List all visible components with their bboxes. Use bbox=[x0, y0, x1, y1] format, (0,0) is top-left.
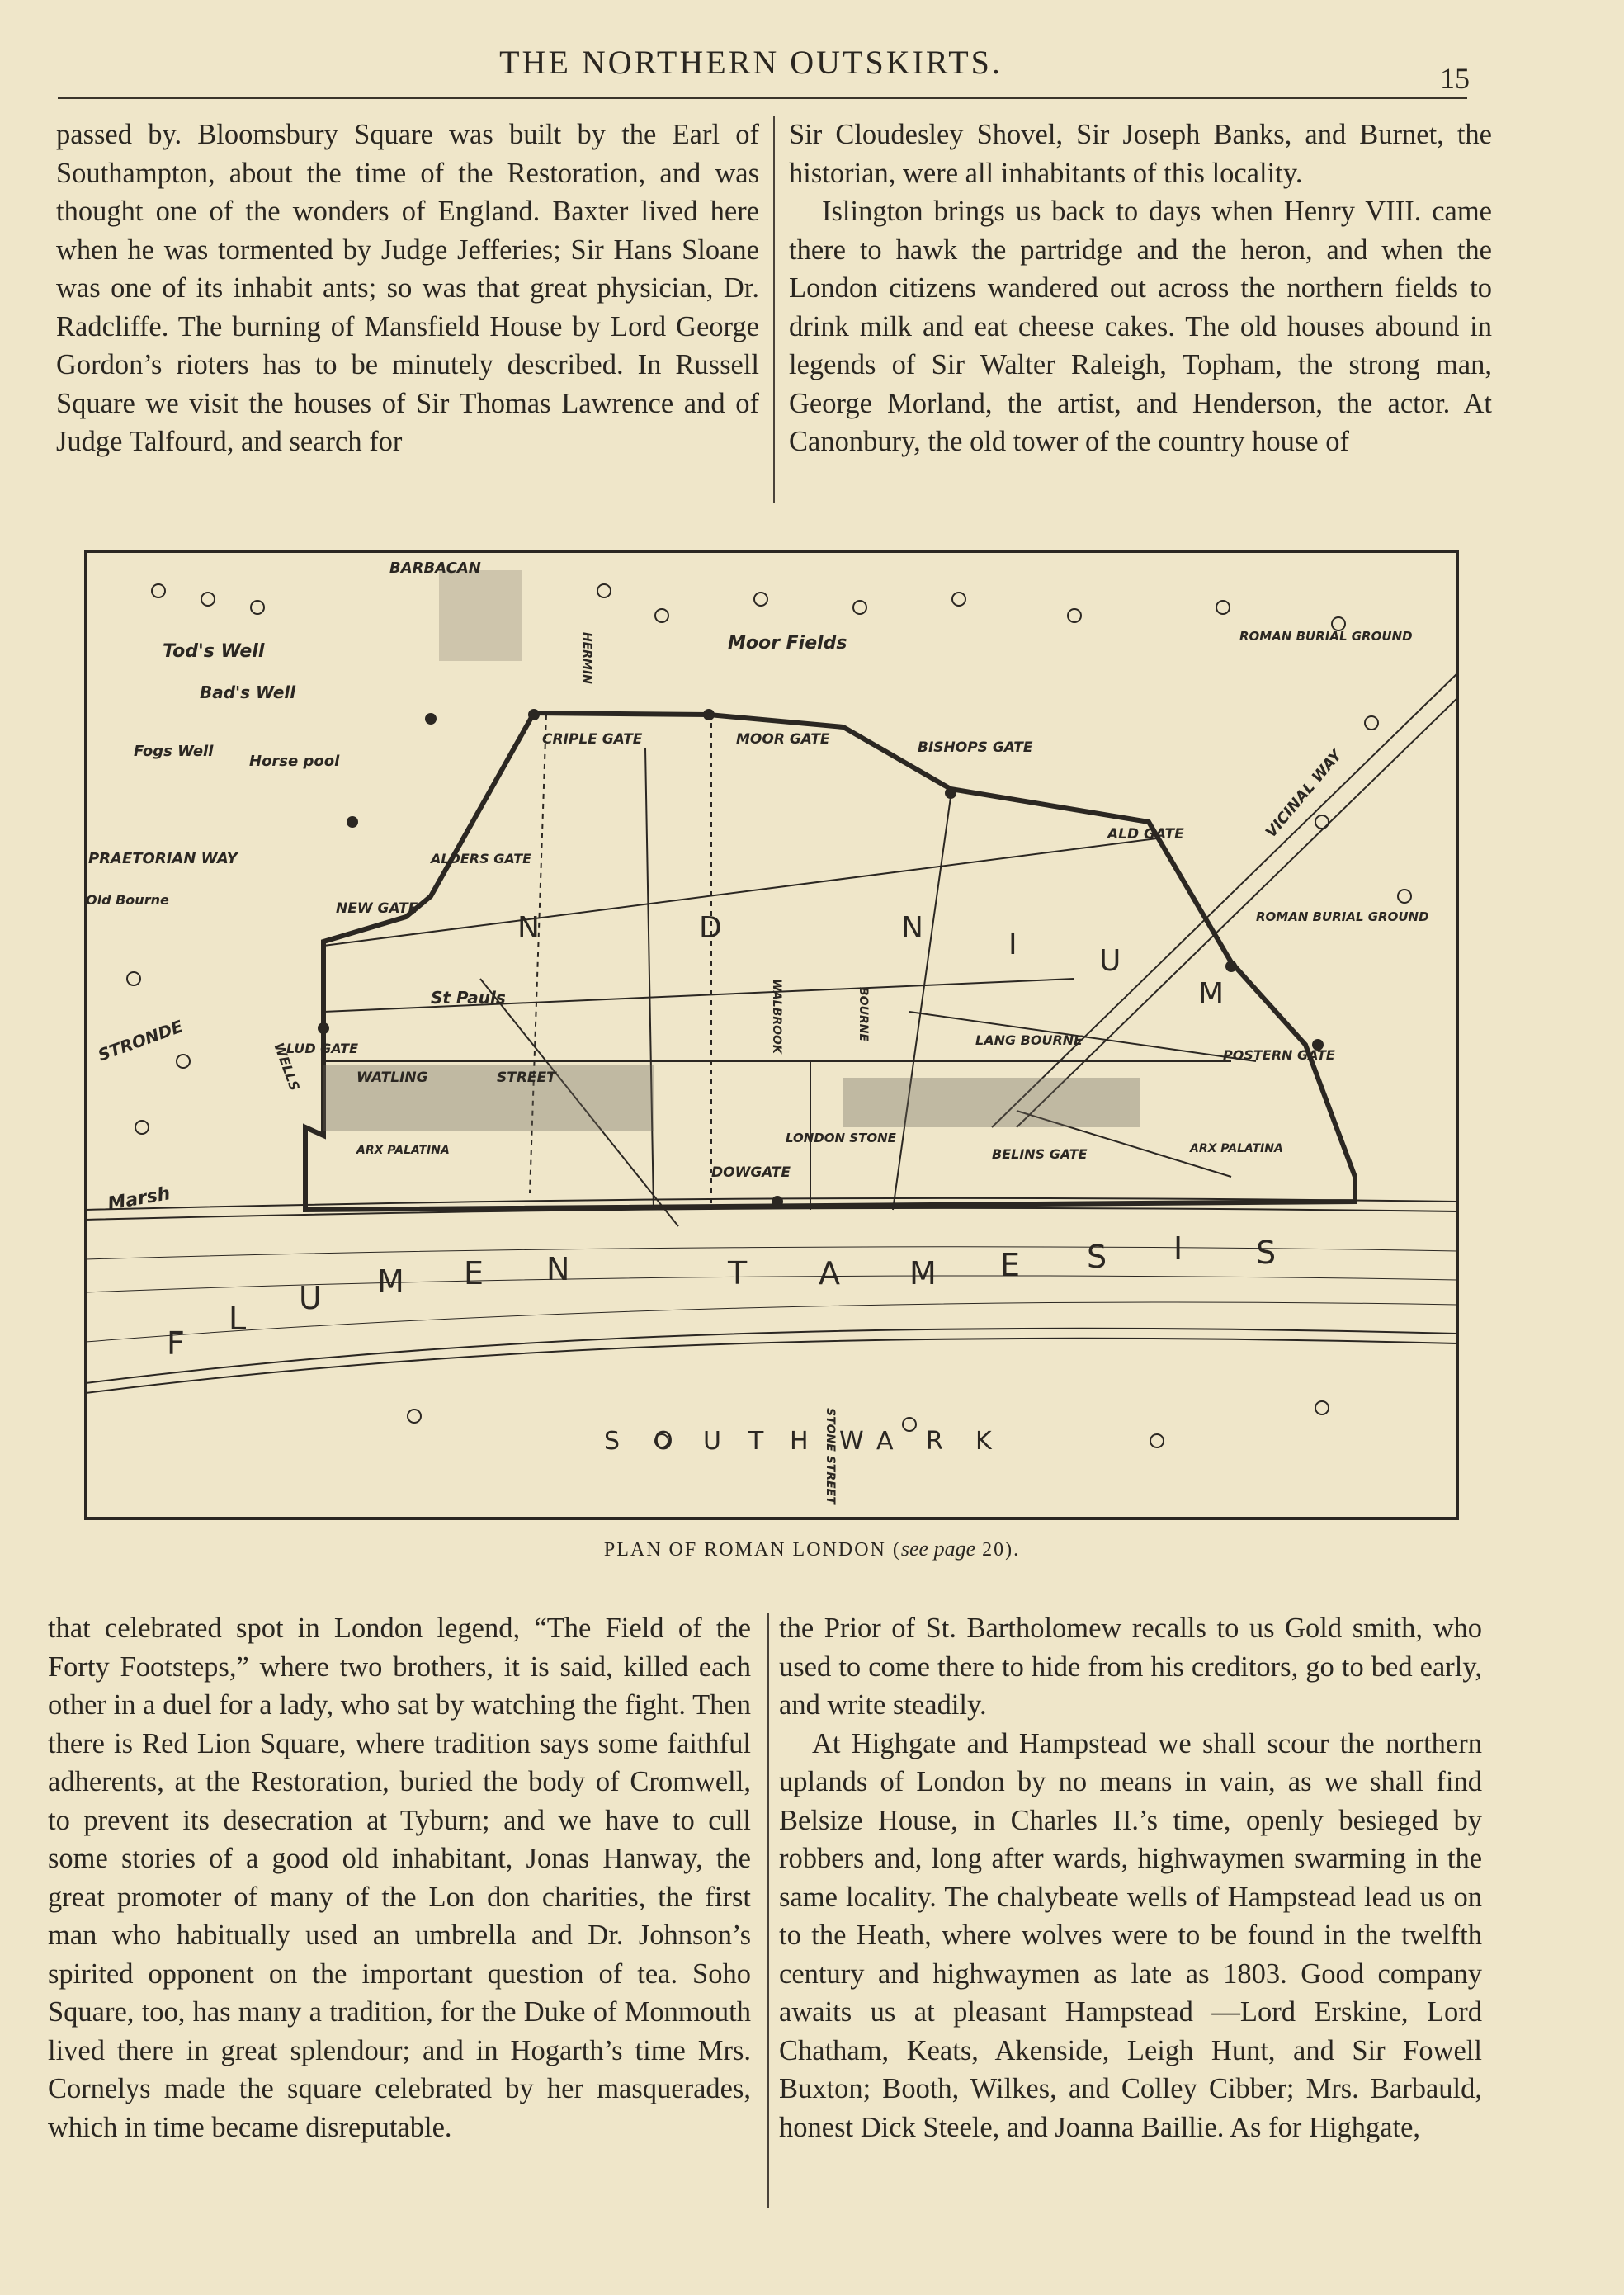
paragraph bbox=[56, 116, 759, 461]
text-line: of the Forty Footsteps,” where two brothers, it is bbox=[48, 1613, 751, 1683]
top-right-column bbox=[789, 116, 1492, 461]
label-criple-gate: CRIPLE GATE bbox=[542, 731, 643, 748]
text-line: masquerades, which in time became disreputable. bbox=[48, 2073, 751, 2143]
label-langbourne: LANG BOURNE bbox=[975, 1032, 1083, 1048]
label-old-bourne: Old Bourne bbox=[86, 892, 169, 908]
text-line: of Southampton, about the time of the Restoration, bbox=[56, 119, 759, 189]
label-bads-well: Bad's Well bbox=[200, 682, 296, 702]
bottom-right-column bbox=[779, 1609, 1482, 2146]
label-street: STREET bbox=[497, 1070, 556, 1086]
text-line: Canonbury, the old tower of the country house of bbox=[789, 426, 1349, 457]
text-line: came there to hawk the partridge and the heron, bbox=[789, 196, 1492, 266]
paragraph bbox=[789, 192, 1492, 461]
label-fogs-well: Fogs Well bbox=[134, 743, 214, 760]
text-line: Islington brings us back to days when Henry VIII. bbox=[822, 196, 1433, 227]
label-ald-gate: ALD GATE bbox=[1107, 826, 1184, 843]
label-southwark bbox=[604, 1427, 993, 1456]
text-line: don charities, the first man who habitually used bbox=[48, 1881, 751, 1951]
label-stone-street: STONE STREET bbox=[824, 1408, 837, 1504]
caption-suffix: 20). bbox=[975, 1539, 1021, 1561]
text-line: Good company awaits us at pleasant Hampstead bbox=[779, 1957, 1482, 2028]
text-line: Walter Raleigh, Topham, the strong man, George bbox=[789, 349, 1492, 419]
text-line: the historian, were all inhabitants of this locality. bbox=[789, 119, 1492, 189]
letter: M bbox=[377, 1263, 404, 1300]
text-line: the Prior of St. Bartholomew recalls to us Gold bbox=[779, 1613, 1343, 1644]
letter: U bbox=[1099, 944, 1121, 978]
bottom-left-column bbox=[48, 1609, 751, 2146]
text-line: by watching the fight. Then there is Red Lion bbox=[48, 1689, 751, 1759]
running-head bbox=[0, 43, 1624, 95]
letter: N bbox=[546, 1251, 570, 1287]
page-number: 15 bbox=[1440, 62, 1470, 95]
label-moor-gate: MOOR GATE bbox=[736, 731, 830, 748]
letter: T bbox=[728, 1255, 748, 1292]
letter: R bbox=[926, 1427, 943, 1456]
text-line: Jefferies; Sir Hans Sloane was one of its inhabit bbox=[56, 234, 759, 304]
text-line: At Highgate and Hampstead we shall scour the bbox=[812, 1727, 1386, 1759]
text-line: Baxter lived here when he was tormented by Judge bbox=[56, 196, 759, 266]
letter: F bbox=[167, 1325, 185, 1362]
letter: S bbox=[604, 1427, 621, 1456]
label-tods-well: Tod's Well bbox=[163, 641, 265, 662]
paragraph bbox=[779, 1725, 1482, 2147]
letter: H bbox=[790, 1427, 809, 1456]
text-line: at the Restoration, buried the body of Cromwell, to bbox=[48, 1766, 751, 1836]
letter: T bbox=[748, 1427, 764, 1456]
paragraph bbox=[789, 116, 1492, 192]
river-thames bbox=[86, 1198, 1457, 1393]
letter: N bbox=[901, 911, 923, 945]
label-marsh: Marsh bbox=[106, 1183, 172, 1215]
label-horse-pool: Horse pool bbox=[249, 753, 340, 770]
label-londinium bbox=[517, 911, 1224, 1011]
text-line: —Lord Erskine, Lord Chatham, Keats, Akenside, bbox=[779, 1996, 1483, 2066]
text-line: as we shall find Belsize House, in Charles II.’s bbox=[779, 1766, 1483, 1836]
letter: S bbox=[1256, 1235, 1277, 1271]
paragraph bbox=[779, 1609, 1482, 1725]
text-line: lived there in great splendour; and in Hogarth’s time bbox=[48, 2034, 698, 2066]
text-line: smith, who used to come there to hide from his bbox=[779, 1613, 1483, 1683]
label-watling: WATLING bbox=[356, 1070, 428, 1086]
text-line: ants; so was that great physician, Dr. Radcliffe. bbox=[56, 272, 760, 342]
label-barbacan: BARBACAN bbox=[389, 560, 481, 577]
text-line: Gordon’s rioters has to be minutely described. In bbox=[56, 349, 676, 380]
paragraph bbox=[48, 1609, 751, 2146]
text-line: prevent its desecration at Tyburn; and we have to bbox=[83, 1804, 709, 1836]
letter: A bbox=[819, 1255, 840, 1292]
text-line: and when the London citizens wandered out across bbox=[789, 234, 1492, 304]
text-line: Russell Square we visit the houses of Sir Thomas bbox=[56, 349, 759, 419]
label-arx-palatina-west: ARX PALATINA bbox=[356, 1144, 450, 1157]
text-line: Wilkes, and Colley Cibber; Mrs. Barbauld, honest bbox=[779, 2073, 1483, 2143]
letter: I bbox=[1008, 928, 1017, 961]
letter: O bbox=[654, 1427, 673, 1456]
column-divider bbox=[773, 116, 775, 503]
text-line: twelfth century and highwaymen as late as 1803. bbox=[779, 1920, 1482, 1990]
text-line: the northern fields to drink milk and eat cheese bbox=[789, 272, 1492, 342]
letter: A bbox=[876, 1427, 894, 1456]
label-walbrook: WALBROOK bbox=[770, 979, 783, 1054]
letter: W bbox=[839, 1427, 864, 1456]
letter: N bbox=[517, 911, 540, 945]
text-line: Hanway, the great promoter of many of the Lon bbox=[48, 1843, 751, 1913]
label-alders-gate: ALDERS GATE bbox=[431, 851, 532, 867]
letter: D bbox=[699, 911, 722, 945]
label-moor-fields: Moor Fields bbox=[728, 633, 847, 654]
text-line: The chalybeate wells of Hampstead lead us on to bbox=[779, 1881, 1482, 1951]
label-arx-palatina-east: ARX PALATINA bbox=[1190, 1142, 1283, 1155]
letter: M bbox=[909, 1255, 937, 1292]
label-vicinal-way: VICINAL WAY bbox=[1262, 747, 1346, 842]
text-line: Square, where tradition says some faithful adherents, bbox=[48, 1727, 751, 1797]
label-sherbourne: BOURNE bbox=[857, 987, 870, 1042]
letter: E bbox=[1000, 1247, 1021, 1283]
letter: S bbox=[1087, 1239, 1107, 1275]
label-london-stone: LONDON STONE bbox=[786, 1131, 896, 1145]
letter: U bbox=[299, 1280, 322, 1316]
text-line: Sir Cloudesley Shovel, Sir Joseph Banks, and Burnet, bbox=[789, 119, 1457, 150]
vegetation-marks bbox=[127, 584, 1411, 1447]
header-rule bbox=[58, 97, 1467, 99]
label-new-gate: NEW GATE bbox=[336, 900, 418, 917]
text-line: has many a tradition, for the Duke of Monmouth bbox=[192, 1996, 751, 2028]
text-line: cull some stories of a good old inhabitant, Jonas bbox=[48, 1804, 751, 1874]
label-bishops-gate: BISHOPS GATE bbox=[918, 739, 1033, 756]
label-hermin: HERMIN bbox=[580, 632, 593, 684]
text-line: the Heath, where wolves were to be found in the bbox=[811, 1920, 1402, 1951]
map-svg bbox=[84, 550, 1459, 1520]
label-st-pauls: St Pauls bbox=[431, 988, 506, 1008]
text-line: The burning of Mansfield House by Lord George bbox=[177, 310, 759, 342]
text-line: time, openly besieged by robbers and, long after bbox=[779, 1804, 1482, 1874]
caption-see: see page bbox=[900, 1537, 976, 1561]
text-line: and was thought one of the wonders of England. bbox=[56, 157, 759, 227]
label-flumen-tamesis bbox=[167, 1230, 1276, 1362]
roman-london-map bbox=[84, 550, 1459, 1520]
figure-caption bbox=[330, 1537, 1294, 1561]
text-line: creditors, go to bed early, and write steadily. bbox=[779, 1650, 1482, 1721]
letter: K bbox=[975, 1427, 992, 1456]
label-wells: WELLS bbox=[271, 1040, 303, 1093]
label-dowgate: DOWGATE bbox=[711, 1164, 791, 1181]
label-postern-gate: POSTERN GATE bbox=[1223, 1047, 1335, 1063]
column-divider bbox=[767, 1613, 769, 2208]
text-line: passed by. Bloomsbury Square was built by the Earl bbox=[56, 119, 736, 150]
text-line: an umbrella and Dr. Johnson’s spirited opponent on bbox=[48, 1920, 751, 1990]
letter: M bbox=[1198, 977, 1225, 1011]
label-praetorian-way: PRAETORIAN WAY bbox=[88, 850, 238, 867]
text-line: wards, highwaymen swarming in the same locality. bbox=[779, 1843, 1483, 1913]
top-left-column bbox=[56, 116, 759, 461]
text-line: Morland, the artist, and Henderson, the actor. At bbox=[887, 387, 1492, 419]
label-roman-burial-north: ROMAN BURIAL GROUND bbox=[1239, 629, 1413, 644]
label-roman-burial-east: ROMAN BURIAL GROUND bbox=[1256, 909, 1429, 924]
letter: I bbox=[1173, 1230, 1183, 1267]
letter: U bbox=[703, 1427, 721, 1456]
text-line: that celebrated spot in London legend, “The Field bbox=[48, 1613, 678, 1644]
text-line: northern uplands of London by no means in vain, bbox=[779, 1727, 1482, 1797]
letter: E bbox=[464, 1255, 484, 1292]
text-line: the important question of tea. Soho Square, too, bbox=[48, 1957, 751, 2028]
text-line: Mrs. Cornelys made the square celebrated by her bbox=[48, 2034, 751, 2104]
letter: L bbox=[229, 1301, 247, 1337]
caption-prefix: PLAN OF ROMAN LONDON ( bbox=[603, 1539, 901, 1561]
label-lud-gate: LUD GATE bbox=[286, 1041, 358, 1056]
text-line: said, killed each other in a duel for a lady, who sat bbox=[48, 1650, 751, 1721]
text-line: Lawrence and of Judge Talfourd, and search for bbox=[56, 387, 759, 457]
text-line: Leigh Hunt, and Sir Fowell Buxton; Booth, bbox=[779, 2034, 1482, 2104]
label-stronde: STRONDE bbox=[95, 1016, 186, 1065]
text-line: cakes. The old houses abound in legends of Sir bbox=[789, 310, 1493, 380]
label-belins-gate: BELINS GATE bbox=[992, 1146, 1088, 1162]
text-line: Dick Steele, and Joanna Baillie. As for Highgate, bbox=[860, 2111, 1421, 2143]
running-title: THE NORTHERN OUTSKIRTS. bbox=[499, 44, 1003, 81]
